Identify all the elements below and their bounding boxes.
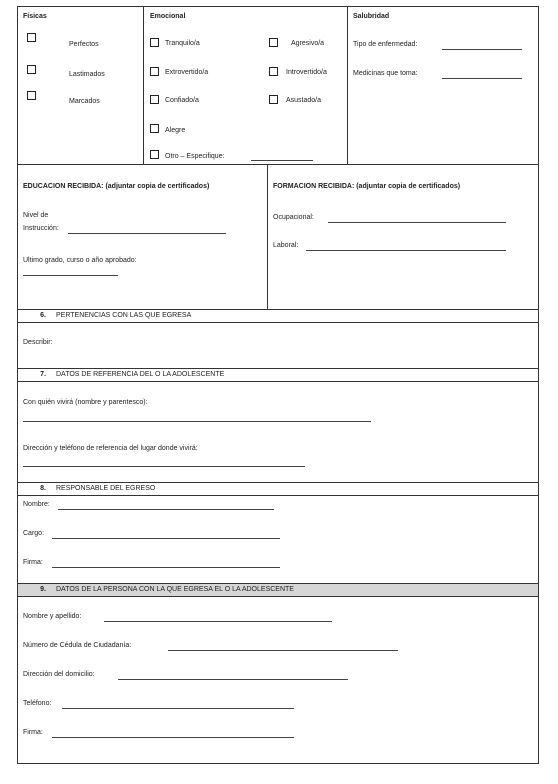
ocupacional-input-line[interactable] [328, 222, 506, 223]
label-ocupacional: Ocupacional: [273, 214, 314, 221]
label-otro: Otro – Especifique: [165, 153, 225, 160]
label-confiado: Confiado/a [165, 97, 199, 104]
column-divider [267, 164, 268, 309]
label-nombre-apellido: Nombre y apellido: [23, 613, 82, 620]
section-6-header: 6. PERTENENCIAS CON LAS QUE EGRESA [40, 312, 192, 319]
direccion-referencia-input-line[interactable] [23, 466, 305, 467]
label-firma-responsable: Firma: [23, 559, 43, 566]
checkbox-marcados[interactable] [27, 91, 36, 100]
firma-persona-input-line[interactable] [52, 737, 294, 738]
label-telefono: Teléfono: [23, 700, 52, 707]
label-nombre-responsable: Nombre: [23, 501, 50, 508]
row-divider [18, 495, 538, 496]
direccion-domicilio-input-line[interactable] [118, 679, 348, 680]
telefono-input-line[interactable] [62, 708, 294, 709]
tipo-enfermedad-input-line[interactable] [442, 49, 522, 50]
label-lastimados: Lastimados [69, 71, 105, 78]
cargo-input-line[interactable] [52, 538, 280, 539]
otro-input-line[interactable] [251, 160, 313, 161]
section-9-header: 9. DATOS DE LA PERSONA CON LA QUE EGRESA EL O LA ADOLESCENTE [18, 584, 538, 596]
label-medicinas: Medicinas que toma: [353, 70, 418, 77]
section-7-title: DATOS DE REFERENCIA DEL O LA ADOLESCENTE [56, 371, 225, 378]
checkbox-tranquilo[interactable] [150, 38, 159, 47]
salubridad-header: Salubridad [353, 13, 390, 20]
fisicas-header: Físicas [23, 13, 47, 20]
label-instruccion: Instrucción: [23, 225, 59, 232]
educacion-header: EDUCACION RECIBIDA: (adjuntar copia de certificados) [23, 183, 210, 190]
checkbox-confiado[interactable] [150, 95, 159, 104]
section-8-header: 8. RESPONSABLE DEL EGRESO [40, 485, 156, 492]
label-direccion-domicilio: Dirección del domicilio: [23, 671, 95, 678]
row-divider [18, 381, 538, 382]
con-quien-vivira-input-line[interactable] [23, 421, 371, 422]
label-cargo: Cargo: [23, 530, 45, 537]
label-ultimo-grado: Ultimo grado, curso o año aprobado: [23, 257, 137, 264]
checkbox-perfectos[interactable] [27, 33, 36, 42]
section-7-header: 7. DATOS DE REFERENCIA DEL O LA ADOLESCENTE [40, 371, 225, 378]
label-nivel: Nivel de [23, 212, 49, 219]
section-9-title: DATOS DE LA PERSONA CON LA QUE EGRESA EL O LA ADOLESCENTE [56, 586, 294, 593]
egreso-form [17, 6, 539, 764]
label-direccion-referencia: Dirección y teléfono de referencia del lugar donde vivirá: [23, 445, 198, 452]
column-divider [143, 7, 144, 164]
checkbox-lastimados[interactable] [27, 65, 36, 74]
nombre-responsable-input-line[interactable] [58, 509, 274, 510]
ultimo-grado-input-line[interactable] [23, 275, 118, 276]
label-tipo-enfermedad: Tipo de enfermedad: [353, 41, 418, 48]
firma-responsable-input-line[interactable] [52, 567, 280, 568]
checkbox-asustado[interactable] [269, 95, 278, 104]
label-con-quien-vivira: Con quién vivirá (nombre y parentesco): [23, 399, 148, 406]
checkbox-alegre[interactable] [150, 124, 159, 133]
checkbox-otro[interactable] [150, 150, 159, 159]
cedula-input-line[interactable] [168, 650, 398, 651]
row-divider [18, 164, 538, 165]
emocional-header: Emocional [150, 13, 186, 20]
nombre-apellido-input-line[interactable] [104, 621, 332, 622]
label-extrovertido: Extrovertido/a [165, 69, 209, 76]
row-divider [18, 596, 538, 597]
label-describir: Describir: [23, 339, 53, 346]
label-introvertido: Introvertido/a [286, 69, 327, 76]
label-agresivo: Agresivo/a [291, 40, 325, 47]
checkbox-introvertido[interactable] [269, 67, 278, 76]
nivel-instruccion-input-line[interactable] [68, 233, 226, 234]
section-6-title: PERTENENCIAS CON LAS QUE EGRESA [56, 312, 192, 319]
label-alegre: Alegre [165, 127, 186, 134]
label-tranquilo: Tranquilo/a [165, 40, 200, 47]
label-firma-persona: Firma: [23, 729, 43, 736]
section-8-title: RESPONSABLE DEL EGRESO [56, 485, 156, 492]
label-cedula: Número de Cédula de Ciudadanía: [23, 642, 132, 649]
checkbox-extrovertido[interactable] [150, 67, 159, 76]
formacion-header: FORMACION RECIBIDA: (adjuntar copia de certificados) [273, 183, 461, 190]
column-divider [347, 7, 348, 164]
checkbox-agresivo[interactable] [269, 38, 278, 47]
label-marcados: Marcados [69, 98, 100, 105]
label-perfectos: Perfectos [69, 41, 99, 48]
row-divider [18, 322, 538, 323]
label-laboral: Laboral: [273, 242, 299, 249]
medicinas-input-line[interactable] [442, 78, 522, 79]
label-asustado: Asustado/a [286, 97, 322, 104]
laboral-input-line[interactable] [306, 250, 506, 251]
